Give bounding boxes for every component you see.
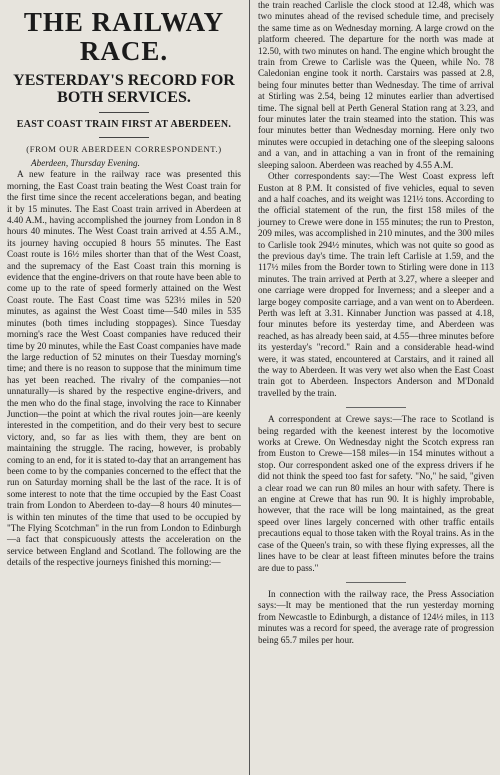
dateline: Aberdeen, Thursday Evening. xyxy=(31,158,140,168)
right-column xyxy=(253,0,500,775)
article-paragraph: the train reached Carlisle the clock stood at 12.48, which was two minutes ahead of the revised schedule time, and precisely the same time as on Wednesday morning. A large crowd on the platform cheered. The departure for the north was made at 12.50, with two minutes on hand. The engine which brought the train from Crewe to Carlisle was the Queen, while No. 78 Caledonian engine took it north. Carstairs was passed at 2.8, being four minutes better than Wednesday. The time of arrival at Stirling was 2.54, being 12 minutes earlier than advertised time. The signal bell at Perth General Station rang at 3.23, and four minutes later the train steamed into the station. This was four minutes better than Wednesday morning. Here only two minutes were occupied in detaching one of the sleeping saloons and a van, and in attaching a van in front of the remaining sleeping saloon. Aberdeen was reached by 4.55 A.M. xyxy=(258,0,494,170)
left-column xyxy=(0,0,247,775)
article-paragraph: A correspondent at Crewe says:—The race to Scotland is being regarded with the keenest interest by the locomotive works at Crewe. On Wednesday night the Scotch express ran from Euston to Crewe—158 miles—in 154 minutes without a stop. Our correspondent asked one of the express drivers if he did not think the speed too fast for safety. "No," he said, "given a clear road we can run 80 miles an hour with safety. There is an engine at Crewe that has run 90. It is highly improbable, however, that the race will be long maintained, as the great speed over lines largely concerned with other traffic entails precautions equal to those taken with the Royal trains. As in the case of the Queen's train, so with these flying expresses, all the lines have to be clear at least fifteen minutes before the trains are due to pass." xyxy=(258,414,494,573)
paragraph-divider xyxy=(346,582,406,583)
secondary-headline: EAST COAST TRAIN FIRST AT ABERDEEN. xyxy=(16,119,232,130)
subheadline: YESTERDAY'S RECORD FOR BOTH SERVICES. xyxy=(13,72,235,106)
paragraph-divider xyxy=(346,407,406,408)
article-paragraph: Other correspondents say:—The West Coast express left Euston at 8 P.M. It consisted of five vehicles, equal to seven and a half coaches, and its weight was 121½ tons. According to the official statement of the run, the first 158 miles of the journey to Crewe were done in 155 minutes; the run to Preston, 209 miles, was accomplished in 210 minutes, and the 300 miles to Carlisle took 294½ minutes, which was not quite so good as the previous day's time. The train left Carlisle at 1.59, and the 117½ miles from the Border town to Stirling were done in 113 minutes. The train arrived at Perth at 3.27, where a sleeper and one carriage were dropped for Inverness; and a sleeper and a large bogey composite carriage, and a van went on to Aberdeen. Perth was left at 3.31. Kinnaber Junction was passed at 4.18, four minutes before its yesterday time, and Aberdeen was reached, as has already been said, at 4.55—three minutes before its yesterday's "record." Rain and a considerable head-wind were, it was stated, encountered at Carstairs, and it rained all the way to Aberdeen. It was very wet also when the East Coast train got to Aberdeen. Inspectors Anderson and M'Donald travelled by the train. xyxy=(258,171,494,398)
column-rule xyxy=(249,0,250,775)
headline: THE RAILWAY RACE. xyxy=(23,7,225,66)
headline-divider xyxy=(99,112,149,113)
correspondent-credit: (FROM OUR ABERDEEN CORRESPONDENT.) xyxy=(26,144,222,154)
article-paragraph: In connection with the railway race, the Press Association says:—It may be mentioned that the run yesterday morning from Newcastle to Edinburgh, a distance of 124½ miles, in 113 minutes was a record for speed, the average rate of progression being 65.7 miles per hour. xyxy=(258,588,494,645)
section-divider xyxy=(99,137,149,138)
article-paragraph: A new feature in the railway race was presented this morning, the East Coast train beating the West Coast train for the first time since the recent accelerations began, and beating it by 15 minutes. The East Coast train arrived in Aberdeen at 4.40 A.M., having accomplished the journey from London in 8 hours 40 minutes. The West Coast train arrived at 4.55 A.M., its journey having occupied 8 hours 55 minutes. The East Coast route is 16½ miles shorter than that of the West Coast, and the supremacy of the East Coast train this morning is evidence that the engine-drivers on that route have been able to come up to the rate of speed formerly attained on the West Coast route. The East Coast time was 523½ miles in 520 minutes, as against the West Coast time—540 miles in 535 minutes (both times including stoppages). Since Tuesday morning's race the West Coast companies have reduced their time by 20 minutes, while the East Coast companies have made the large reduction of 52 minutes on their Tuesday morning's time; and there is no reason to suppose that the minimum time has yet been reached. The rivalry of the companies—not unnaturally—is shared by the respective engine-drivers, and the men who do the final stage, involving the race to Kinnaber Junction—the point at which the rival routes join—are keenly interested in the competition, and do their very best to secure victory, and, so far as lies with them, they are bent on maintaining the struggle. The racing, however, is probably coming to an end, for it is stated to-day that an arrangement has been come to by the companies concerned to the effect that the run on Saturday morning shall be the last of the race. It is of some interest to note that the time occupied by the East Coast train from London to Aberdeen to-day—8 hours 40 minutes—is within ten minutes of the time that used to be occupied by "The Flying Scotchman" in the run from London to Edinburgh—a fact that conspicuously attests the acceleration on the service between England and Scotland. The following are the details of the respective journeys finished this morning:— xyxy=(7,169,241,568)
